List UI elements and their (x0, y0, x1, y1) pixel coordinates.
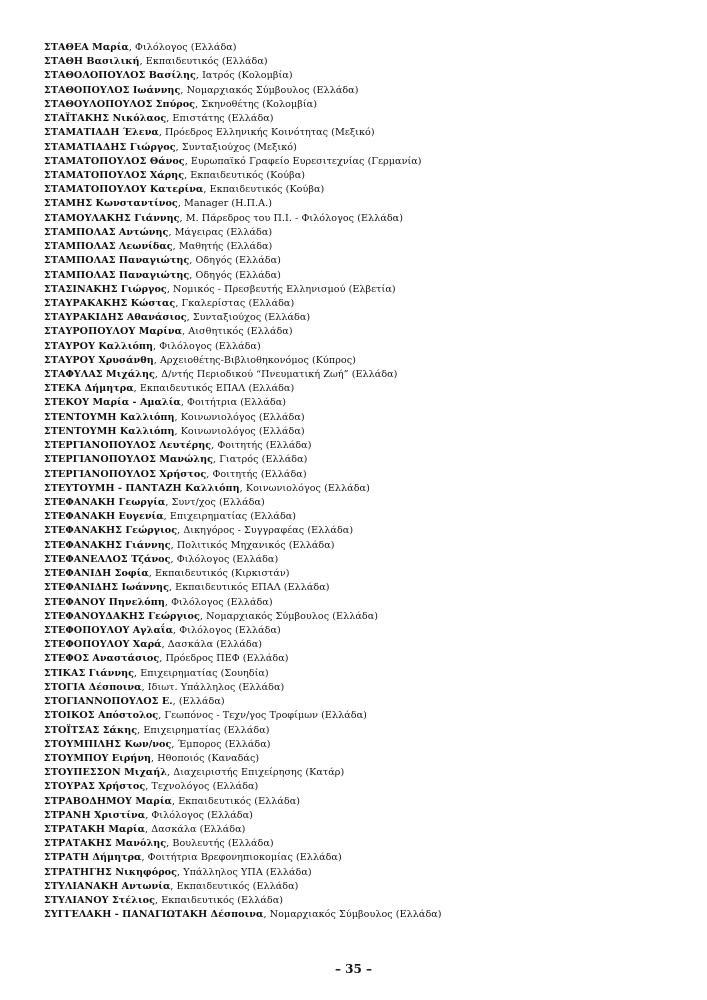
entry-description: Μαθητής (Ελλάδα) (178, 241, 273, 253)
list-item: ΣΤΥΛΙΑΝΑΚΗ Αντωνία, Εκπαιδευτικός (Ελλάδα) (44, 880, 299, 892)
list-item: ΣΤΟΪΤΣΑΣ Σάκης, Επιχειρηματίας (Ελλάδα) (44, 724, 270, 736)
list-item: ΣΤΙΚΑΣ Γιάννης, Επιχειρηματίας (Σουηδία) (44, 667, 269, 679)
entry-description: Συνταξιούχος (Ελλάδα) (192, 312, 311, 324)
entry-description: Δ/ντής Περιοδικού “Πνευματική Ζωή” (Ελλάδα) (161, 369, 398, 381)
entry-description: Βουλευτής (Ελλάδα) (172, 838, 274, 850)
entry-description: Αρχειοθέτης-Βιβλιοθηκονόμος (Κύπρος) (159, 354, 356, 366)
entry-name: ΣΤΡΑΤΑΚΗΣ Μανόλης (44, 838, 167, 850)
entry-name: ΣΤΟΓΙΑ Δέσποινα (44, 681, 142, 693)
entry-name: ΣΤΕΦΑΝΕΛΛΟΣ Τζάνος (44, 553, 171, 565)
list-item: ΣΤΕΦΑΝΑΚΗΣ Γιάννης, Πολιτικός Μηχανικός (Ελλάδα) (44, 539, 335, 551)
entry-description: Επιστάτης (Ελλάδα) (172, 113, 274, 125)
entry-description: Φιλόλογος (Ελλάδα) (179, 624, 281, 636)
list-item: ΣΤΑΥΡΟΥ Καλλιόπη, Φιλόλογος (Ελλάδα) (44, 340, 261, 352)
list-item: ΣΤΡΑΝΗ Χριστίνα, Φιλόλογος (Ελλάδα) (44, 809, 253, 821)
entry-description: Νομαρχιακός Σύμβουλος (Ελλάδα) (269, 909, 442, 921)
entry-name: ΣΤΑΪΤΑΚΗΣ Νικόλαος (44, 113, 167, 125)
entry-name: ΣΤΑΜΑΤΙΑΔΗ Έλενα (44, 127, 159, 139)
list-item: ΣΤΑΘΟΥΛΟΠΟΥΛΟΣ Σπύρος, Σκηνοθέτης (Κολομβία) (44, 98, 317, 110)
entry-name: ΣΤΕΦΟΣ Αναστάσιος (44, 653, 160, 665)
list-item: ΣΤΟΥΜΠΟΥ Ειρήνη, Ηθοποιός (Καναδάς) (44, 752, 260, 764)
entry-description: Πολιτικός Μηχανικός (Ελλάδα) (176, 539, 335, 551)
entry-name: ΣΤΙΚΑΣ Γιάννης (44, 667, 134, 679)
entry-name: ΣΤΕΡΓΙΑΝΟΠΟΥΛΟΣ Χρήστος (44, 468, 207, 480)
entry-name: ΣΤΕΝΤΟΥΜΗ Καλλιόπη (44, 411, 175, 423)
list-item: ΣΤΥΛΙΑΝΟΥ Στέλιος, Εκπαιδευτικός (Ελλάδα) (44, 895, 284, 907)
entry-description: Συνταξιούχος (Μεξικό) (181, 141, 297, 153)
entry-name: ΣΤΕΚΟΥ Μαρία - Αμαλία (44, 397, 181, 409)
entry-name: ΣΤΕΦΑΝΙΔΗ Σοφία (44, 568, 149, 580)
entry-name: ΣΤΑΘΟΥΛΟΠΟΥΛΟΣ Σπύρος (44, 98, 196, 110)
entry-name: ΣΤΑΜΑΤΟΠΟΥΛΟΣ Θάνος (44, 155, 185, 167)
list-item: ΣΤΑΥΡΑΚΙΔΗΣ Αθανάσιος, Συνταξιούχος (Ελλάδα) (44, 312, 311, 324)
list-item: ΣΤΡΑΤΗ Δήμητρα, Φοιτήτρια Βρεφονηπιοκομίας (Ελλάδα) (44, 852, 342, 864)
list-item: ΣΤΑΜΠΟΛΑΣ Παναγιώτης, Οδηγός (Ελλάδα) (44, 255, 281, 267)
list-item: ΣΤΕΦΑΝΕΛΛΟΣ Τζάνος, Φιλόλογος (Ελλάδα) (44, 553, 279, 565)
entry-name: ΣΤΕΚΑ Δήμητρα (44, 383, 134, 395)
list-item: ΣΤΑΘΟΠΟΥΛΟΣ Ιωάννης, Νομαρχιακός Σύμβουλος (Ελλάδα) (44, 84, 359, 96)
entry-description: Φιλόλογος (Ελλάδα) (176, 553, 279, 565)
list-item: ΣΤΕΦΑΝΑΚΗΣ Γεώργιος, Δικηγόρος - Συγγραφέας (Ελλάδα) (44, 525, 354, 537)
entry-name: ΣΤΑΜΠΟΛΑΣ Λεωνίδας (44, 241, 173, 253)
entry-description: Δασκάλα (Ελλάδα) (151, 824, 246, 836)
entry-description: Δασκάλα (Ελλάδα) (167, 639, 263, 651)
list-item: ΣΤΕΦΑΝΟΥΔΑΚΗΣ Γεώργιος, Νομαρχιακός Σύμβουλος (Ελλάδα) (44, 610, 379, 622)
entry-name: ΣΤΕΦΟΠΟΥΛΟΥ Χαρά (44, 639, 162, 651)
list-item: ΣΤΕΦΑΝΙΔΗ Σοφία, Εκπαιδευτικός (Κιρκιστάν) (44, 568, 290, 580)
entry-description: Εκπαιδευτικός (Κούβα) (190, 169, 306, 181)
entry-description: Εκπαιδευτικός ΕΠΑΛ (Ελλάδα) (139, 383, 295, 395)
list-item: ΣΤΑΘΕΑ Μαρία, Φιλόλογος (Ελλάδα) (44, 42, 237, 53)
entry-description: Μάγειρας (Ελλάδα) (174, 226, 273, 238)
entry-description: Επιχειρηματίας (Ελλάδα) (143, 724, 270, 736)
entry-description: Εκπαιδευτικός ΕΠΑΛ (Ελλάδα) (175, 582, 330, 594)
entry-description: Εκπαιδευτικός (Ελλάδα) (161, 895, 284, 907)
entry-description: Εκπαιδευτικός (Κούβα) (209, 184, 325, 196)
entry-description: Σκηνοθέτης (Κολομβία) (201, 98, 317, 110)
entry-description: Φιλόλογος (Ελλάδα) (151, 809, 253, 821)
name-list (44, 41, 674, 923)
entry-name: ΣΤΡΑΝΗ Χριστίνα (44, 809, 146, 821)
list-item: ΣΤΡΑΤΑΚΗΣ Μανόλης, Βουλευτής (Ελλάδα) (44, 838, 274, 850)
list-item: ΣΤΕΥΤΟΥΜΗ - ΠΑΝΤΑΖΗ Καλλιόπη, Κοινωνιολόγος (Ελλάδα) (44, 482, 370, 494)
entry-name: ΣΤΡΑΒΟΔΗΜΟΥ Μαρία (44, 795, 172, 807)
entry-description: Κοινωνιολόγος (Ελλάδα) (245, 482, 370, 494)
list-item: ΣΤΡΑΤΑΚΗ Μαρία, Δασκάλα (Ελλάδα) (44, 824, 246, 836)
entry-name: ΣΤΕΦΑΝΑΚΗΣ Γεώργιος (44, 525, 178, 537)
entry-name: ΣΤΕΦΑΝΑΚΗ Γεωργία (44, 497, 166, 508)
list-item: ΣΤΑΜΑΤΙΑΔΗΣ Γιώργος, Συνταξιούχος (Μεξικό) (44, 141, 297, 153)
entry-description: Γκαλερίστας (Ελλάδα) (181, 297, 295, 309)
list-item: ΣΤΑΜΠΟΛΑΣ Παναγιώτης, Οδηγός (Ελλάδα) (44, 269, 281, 281)
list-item: ΣΤΑΘΗ Βασιλική, Εκπαιδευτικός (Ελλάδα) (44, 56, 268, 68)
list-item: ΣΤΟΓΙΑ Δέσποινα, Ιδιωτ. Υπάλληλος (Ελλάδα) (44, 681, 285, 693)
entry-description: Τεχνολόγος (Ελλάδα) (151, 781, 259, 793)
entry-description: Κοινωνιολόγος (Ελλάδα) (180, 411, 305, 423)
entry-description: Ιατρός (Κολομβία) (202, 70, 293, 82)
entry-description: Φιλόλογος (Ελλάδα) (159, 340, 261, 352)
list-item: ΣΤΕΡΓΙΑΝΟΠΟΥΛΟΣ Χρήστος, Φοιτητής (Ελλάδα) (44, 468, 307, 480)
entry-name: ΣΤΑΘΗ Βασιλική (44, 56, 140, 68)
list-item: ΣΤΕΚΑ Δήμητρα, Εκπαιδευτικός ΕΠΑΛ (Ελλάδα) (44, 383, 295, 395)
entry-name: ΣΤΑΥΡΟΠΟΥΛΟΥ Μαρίνα (44, 326, 183, 338)
entry-name: ΣΤΕΦΑΝΑΚΗ Ευγενία (44, 511, 164, 523)
entry-description: Έμπορος (Ελλάδα) (177, 738, 271, 750)
entry-name: ΣΤΑΜΠΟΛΑΣ Παναγιώτης (44, 255, 190, 267)
list-item: ΣΤΟΥΡΑΣ Χρήστος, Τεχνολόγος (Ελλάδα) (44, 781, 259, 793)
list-item: ΣΤΑΥΡΟΥ Χρυσάνθη, Αρχειοθέτης-Βιβλιοθηκονόμος (Κύπρος) (44, 354, 356, 366)
entry-name: ΣΤΟΪΤΣΑΣ Σάκης (44, 724, 138, 736)
list-item: ΣΤΕΦΑΝΟΥ Πηνελόπη, Φιλόλογος (Ελλάδα) (44, 596, 273, 608)
list-item: ΣΤΑΪΤΑΚΗΣ Νικόλαος, Επιστάτης (Ελλάδα) (44, 113, 274, 125)
entry-description: Κοινωνιολόγος (Ελλάδα) (180, 425, 305, 437)
entry-name: ΣΤΑΥΡΑΚΙΔΗΣ Αθανάσιος (44, 312, 187, 324)
entry-description: Εκπαιδευτικός (Κιρκιστάν) (154, 568, 290, 580)
entry-name: ΣΤΡΑΤΗΓΗΣ Νικηφόρος (44, 866, 178, 878)
list-item: ΣΤΕΦΟΠΟΥΛΟΥ Αγλαΐα, Φιλόλογος (Ελλάδα) (44, 624, 281, 636)
entry-name: ΣΤΕΦΑΝΟΥΔΑΚΗΣ Γεώργιος (44, 610, 200, 622)
entry-description: Συντ/χος (Ελλάδα) (171, 497, 265, 508)
list-item: ΣΤΑΦΥΛΑΣ Μιχάλης, Δ/ντής Περιοδικού “Πνευματική Ζωή” (Ελλάδα) (44, 369, 398, 381)
entry-description: Οδηγός (Ελλάδα) (195, 255, 281, 267)
list-item: ΣΤΟΥΜΠΙΛΗΣ Κων/νος, Έμπορος (Ελλάδα) (44, 738, 271, 750)
entry-name: ΣΤΕΥΤΟΥΜΗ - ΠΑΝΤΑΖΗ Καλλιόπη (44, 482, 240, 494)
entry-name: ΣΤΥΛΙΑΝΑΚΗ Αντωνία (44, 880, 171, 892)
list-item: ΣΤΕΡΓΙΑΝΟΠΟΥΛΟΣ Μανώλης, Γιατρός (Ελλάδα) (44, 454, 308, 466)
entry-name: ΣΤΑΜΗΣ Κωνσταντίνος (44, 198, 178, 210)
list-item: ΣΤΕΦΟΠΟΥΛΟΥ Χαρά, Δασκάλα (Ελλάδα) (44, 639, 263, 651)
list-item: ΣΤΑΜΑΤΟΠΟΥΛΟΣ Χάρης, Εκπαιδευτικός (Κούβα) (44, 169, 306, 181)
entry-description: Ηθοποιός (Καναδάς) (157, 752, 260, 764)
entry-name: ΣΤΟΥΡΑΣ Χρήστος (44, 781, 146, 793)
entry-name: ΣΤΟΓΙΑΝΝΟΠΟΥΛΟΣ Ε. (44, 696, 173, 708)
entry-name: ΣΤΡΑΤΑΚΗ Μαρία (44, 824, 146, 836)
list-item: ΣΥΓΓΕΛΑΚΗ - ΠΑΝΑΓΙΩΤΑΚΗ Δέσποινα, Νομαρχιακός Σύμβουλος (Ελλάδα) (44, 909, 442, 921)
entry-description: Μ. Πάρεδρος του Π.Ι. - Φιλόλογος (Ελλάδα) (185, 212, 403, 224)
list-item: ΣΤΟΥΠΕΣΣΟΝ Μιχαήλ, Διαχειριστής Επιχείρησης (Κατάρ) (44, 767, 345, 779)
entry-description: Φιλόλογος (Ελλάδα) (171, 596, 273, 608)
entry-name: ΣΤΕΦΑΝΑΚΗΣ Γιάννης (44, 539, 171, 551)
entry-name: ΣΤΑΥΡΟΥ Χρυσάνθη (44, 354, 154, 366)
list-item: ΣΤΕΝΤΟΥΜΗ Καλλιόπη, Κοινωνιολόγος (Ελλάδα) (44, 425, 305, 437)
entry-name: ΣΤΑΜΠΟΛΑΣ Παναγιώτης (44, 269, 190, 281)
entry-name: ΣΤΟΥΜΠΟΥ Ειρήνη (44, 752, 152, 764)
list-item: ΣΤΕΡΓΙΑΝΟΠΟΥΛΟΣ Λευτέρης, Φοιτητής (Ελλάδα) (44, 440, 312, 452)
list-item: ΣΤΑΜΠΟΛΑΣ Λεωνίδας, Μαθητής (Ελλάδα) (44, 241, 273, 253)
list-item: ΣΤΑΜΑΤΙΑΔΗ Έλενα, Πρόεδρος Ελληνικής Κοινότητας (Μεξικό) (44, 127, 375, 139)
entry-name: ΣΤΑΣΙΝΑΚΗΣ Γιώργος (44, 283, 167, 295)
entry-name: ΣΤΟΙΚΟΣ Απόστολος (44, 710, 159, 722)
entry-name: ΣΤΑΦΥΛΑΣ Μιχάλης (44, 369, 155, 381)
entry-description: Φοιτητής (Ελλάδα) (217, 440, 312, 452)
list-item: ΣΤΟΙΚΟΣ Απόστολος, Γεωπόνος - Τεχν/γος Τροφίμων (Ελλάδα) (44, 710, 367, 722)
list-item: ΣΤΑΜΠΟΛΑΣ Αντώνης, Μάγειρας (Ελλάδα) (44, 226, 273, 238)
entry-description: Νομικός - Πρεσβευτής Ελληνισμού (Ελβετία) (173, 283, 396, 295)
list-item: ΣΤΑΥΡΟΠΟΥΛΟΥ Μαρίνα, Αισθητικός (Ελλάδα) (44, 326, 293, 338)
entry-name: ΣΤΑΥΡΑΚΑΚΗΣ Κώστας (44, 297, 176, 309)
entry-name: ΣΤΥΛΙΑΝΟΥ Στέλιος (44, 895, 155, 907)
entry-description: Πρόεδρος Ελληνικής Κοινότητας (Μεξικό) (165, 127, 375, 139)
entry-description: Επιχειρηματίας (Σουηδία) (140, 667, 269, 679)
entry-description: Δικηγόρος - Συγγραφέας (Ελλάδα) (183, 525, 354, 537)
entry-description: Γεωπόνος - Τεχν/γος Τροφίμων (Ελλάδα) (164, 710, 367, 722)
entry-description: Φοιτήτρια (Ελλάδα) (187, 397, 287, 409)
entry-description: Εκπαιδευτικός (Ελλάδα) (145, 56, 268, 68)
entry-description: (Ελλάδα) (178, 696, 225, 708)
entry-name: ΣΤΟΥΠΕΣΣΟΝ Μιχαήλ (44, 767, 168, 779)
list-item: ΣΤΕΦΑΝΑΚΗ Γεωργία, Συντ/χος (Ελλάδα) (44, 497, 265, 508)
list-item: ΣΤΑΘΟΛΟΠΟΥΛΟΣ Βασίλης, Ιατρός (Κολομβία) (44, 70, 293, 82)
list-item: ΣΤΕΦΑΝΙΔΗΣ Ιωάννης, Εκπαιδευτικός ΕΠΑΛ (Ελλάδα) (44, 582, 330, 594)
list-item: ΣΤΟΓΙΑΝΝΟΠΟΥΛΟΣ Ε., (Ελλάδα) (44, 696, 225, 708)
entry-name: ΣΤΕΦΑΝΙΔΗΣ Ιωάννης (44, 582, 169, 594)
entry-description: Ευρωπαϊκό Γραφείο Ευρεσιτεχνίας (Γερμανία) (190, 155, 422, 167)
entry-description: Οδηγός (Ελλάδα) (195, 269, 281, 281)
entry-description: Υπάλληλος ΥΠΑ (Ελλάδα) (183, 866, 312, 878)
list-item: ΣΤΑΥΡΑΚΑΚΗΣ Κώστας, Γκαλερίστας (Ελλάδα) (44, 297, 295, 309)
entry-description: Πρόεδρος ΠΕΦ (Ελλάδα) (165, 653, 289, 665)
entry-name: ΣΤΑΘΟΠΟΥΛΟΣ Ιωάννης (44, 84, 181, 96)
entry-name: ΣΥΓΓΕΛΑΚΗ - ΠΑΝΑΓΙΩΤΑΚΗ Δέσποινα (44, 909, 264, 921)
list-item: ΣΤΑΜΗΣ Κωνσταντίνος, Manager (Η.Π.Α.) (44, 198, 273, 210)
list-item: ΣΤΑΜΑΤΟΠΟΥΛΟΣ Θάνος, Ευρωπαϊκό Γραφείο Ευρεσιτεχνίας (Γερμανία) (44, 155, 422, 167)
entry-description: Ιδιωτ. Υπάλληλος (Ελλάδα) (147, 681, 285, 693)
entry-name: ΣΤΟΥΜΠΙΛΗΣ Κων/νος (44, 738, 172, 750)
page-number: – 35 – (334, 962, 373, 976)
entry-name: ΣΤΑΜΠΟΛΑΣ Αντώνης (44, 226, 169, 238)
entry-name: ΣΤΕΡΓΙΑΝΟΠΟΥΛΟΣ Λευτέρης (44, 440, 212, 452)
list-item: ΣΤΕΦΟΣ Αναστάσιος, Πρόεδρος ΠΕΦ (Ελλάδα) (44, 653, 289, 665)
entry-name: ΣΤΕΡΓΙΑΝΟΠΟΥΛΟΣ Μανώλης (44, 454, 213, 466)
entry-description: Εκπαιδευτικός (Ελλάδα) (178, 795, 301, 807)
entry-name: ΣΤΑΜΑΤΟΠΟΥΛΟΣ Χάρης (44, 169, 185, 181)
entry-name: ΣΤΑΥΡΟΥ Καλλιόπη (44, 340, 153, 352)
entry-name: ΣΤΕΝΤΟΥΜΗ Καλλιόπη (44, 425, 175, 437)
list-item: ΣΤΑΣΙΝΑΚΗΣ Γιώργος, Νομικός - Πρεσβευτής Ελληνισμού (Ελβετία) (44, 283, 396, 295)
list-item: ΣΤΡΑΤΗΓΗΣ Νικηφόρος, Υπάλληλος ΥΠΑ (Ελλάδα) (44, 866, 312, 878)
list-item: ΣΤΕΚΟΥ Μαρία - Αμαλία, Φοιτήτρια (Ελλάδα) (44, 397, 287, 409)
entry-description: Εκπαιδευτικός (Ελλάδα) (176, 880, 299, 892)
entry-description: Φιλόλογος (Ελλάδα) (135, 42, 237, 53)
entry-name: ΣΤΑΜΑΤΙΑΔΗΣ Γιώργος (44, 141, 176, 153)
list-item: ΣΤΕΦΑΝΑΚΗ Ευγενία, Επιχειρηματίας (Ελλάδα) (44, 511, 297, 523)
entry-description: Νομαρχιακός Σύμβουλος (Ελλάδα) (186, 84, 359, 96)
entry-description: Διαχειριστής Επιχείρησης (Κατάρ) (173, 767, 345, 779)
list-item: ΣΤΡΑΒΟΔΗΜΟΥ Μαρία, Εκπαιδευτικός (Ελλάδα) (44, 795, 301, 807)
entry-name: ΣΤΕΦΑΝΟΥ Πηνελόπη (44, 596, 165, 608)
list-item: ΣΤΑΜΑΤΟΠΟΥΛΟΥ Κατερίνα, Εκπαιδευτικός (Κούβα) (44, 184, 325, 196)
entry-description: Γιατρός (Ελλάδα) (219, 454, 308, 466)
entry-name: ΣΤΑΜΟΥΛΑΚΗΣ Γιάννης (44, 212, 180, 224)
entry-description: Φοιτήτρια Βρεφονηπιοκομίας (Ελλάδα) (147, 852, 342, 864)
entry-description: Αισθητικός (Ελλάδα) (188, 326, 293, 338)
entry-description: Νομαρχιακός Σύμβουλος (Ελλάδα) (206, 610, 379, 622)
entry-name: ΣΤΑΘΕΑ Μαρία (44, 42, 129, 53)
entry-description: Manager (Η.Π.Α.) (184, 198, 273, 210)
entry-name: ΣΤΡΑΤΗ Δήμητρα (44, 852, 142, 864)
entry-name: ΣΤΑΜΑΤΟΠΟΥΛΟΥ Κατερίνα (44, 184, 204, 196)
entry-name: ΣΤΕΦΟΠΟΥΛΟΥ Αγλαΐα (44, 624, 174, 636)
entry-description: Επιχειρηματίας (Ελλάδα) (169, 511, 297, 523)
entry-name: ΣΤΑΘΟΛΟΠΟΥΛΟΣ Βασίλης (44, 70, 196, 82)
list-item: ΣΤΑΜΟΥΛΑΚΗΣ Γιάννης, Μ. Πάρεδρος του Π.Ι. - Φιλόλογος (Ελλάδα) (44, 212, 403, 224)
entry-description: Φοιτητής (Ελλάδα) (212, 468, 307, 480)
list-item: ΣΤΕΝΤΟΥΜΗ Καλλιόπη, Κοινωνιολόγος (Ελλάδα) (44, 411, 305, 423)
